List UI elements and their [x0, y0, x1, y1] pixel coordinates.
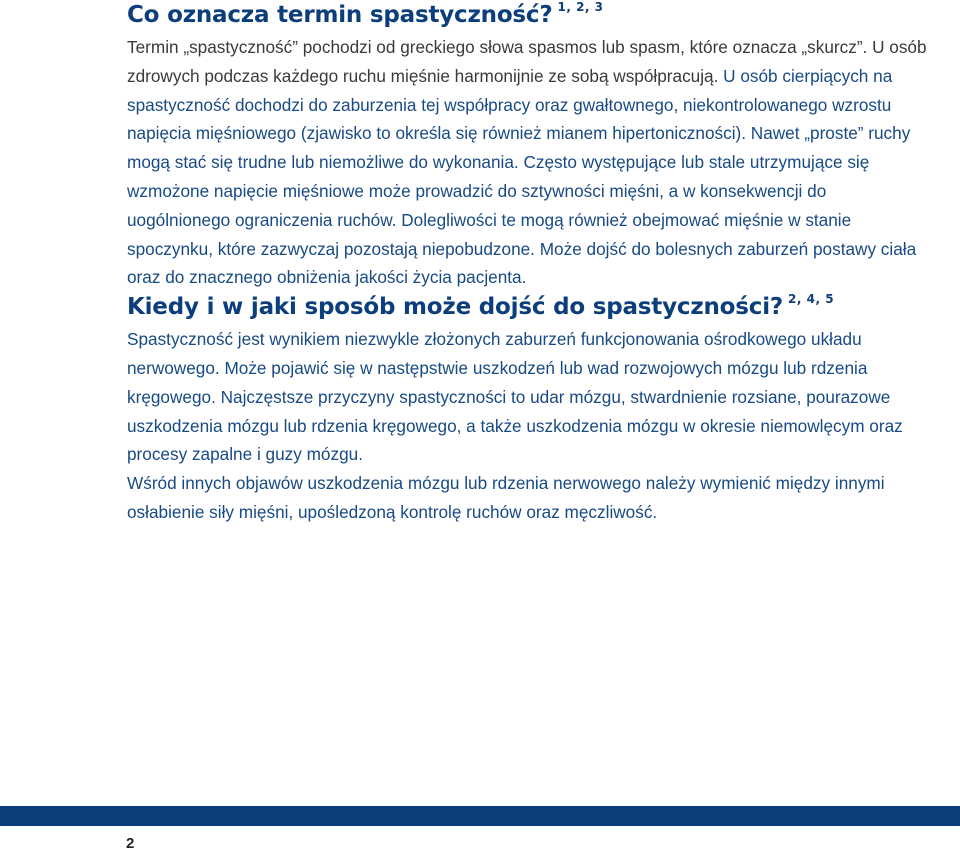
- section-heading-causes: [127, 292, 927, 325]
- heading-text: Co oznacza termin spastyczność?: [127, 2, 553, 28]
- document-body: [127, 0, 927, 527]
- reference-numbers: 2, 4, 5: [788, 292, 835, 307]
- causes-paragraph: Spastyczność jest wynikiem niezwykle złożonych zaburzeń funkcjonowania ośrodkowego układu nerwowego. Może pojawić się w następstwie uszkodzeń lub wad rozwojowych mózgu lub rdzenia kręgowego. Najczęstsze przyczyny spastyczności to udar mózgu, stwardnienie rozsiane, pourazowe uszkodzenia mózgu lub rdzenia kręgowego, a także uszkodzenia mózgu w okresie niemowlęcym oraz procesy zapalne i guzy mózgu.: [127, 329, 903, 465]
- footer-bar: [0, 806, 960, 826]
- symptoms-paragraph: Wśród innych objawów uszkodzenia mózgu lub rdzenia nerwowego należy wymienić między innymi osłabienie siły mięśni, upośledzoną kontrolę ruchów oraz męczliwość.: [127, 473, 885, 522]
- heading-text: Kiedy i w jaki sposób może dojść do spastyczności?: [127, 294, 784, 321]
- page-number: 2: [126, 835, 135, 852]
- paragraph-text: U osób cierpiących na spastyczność dochodzi do zaburzenia tej współpracy oraz gwałtownego, niekontrolowanego wzrostu napięcia mięśniowego (zjawisko to określa się również mianem hipertoniczności). Nawet „proste” ruchy mogą stać się trudne lub niemożliwe do wykonania. Często występujące lub stale utrzymujące się wzmożone napięcie mięśniowe może prowadzić do sztywności mięśni, a w konsekwencji do uogólnionego ograniczenia ruchów. Dolegliwości te mogą również obejmować mięśnie w stanie spoczynku, które zazwyczaj pozostają niepobudzone. Może dojść do bolesnych zaburzeń postawy ciała oraz do znacznego obniżenia jakości życia pacjenta.: [127, 65, 917, 288]
- section-heading-spasticity-definition: [127, 0, 927, 33]
- definition-paragraph: [127, 33, 927, 292]
- paragraph-lead-text: Termin „spastyczność” pochodzi od greckiego słowa spasmos lub spasm, które oznacza „skurcz”. U osób zdrowych podczas każdego ruchu mięśnie harmonijnie ze sobą współpracują.: [127, 37, 927, 86]
- reference-numbers: 1, 2, 3: [557, 0, 604, 14]
